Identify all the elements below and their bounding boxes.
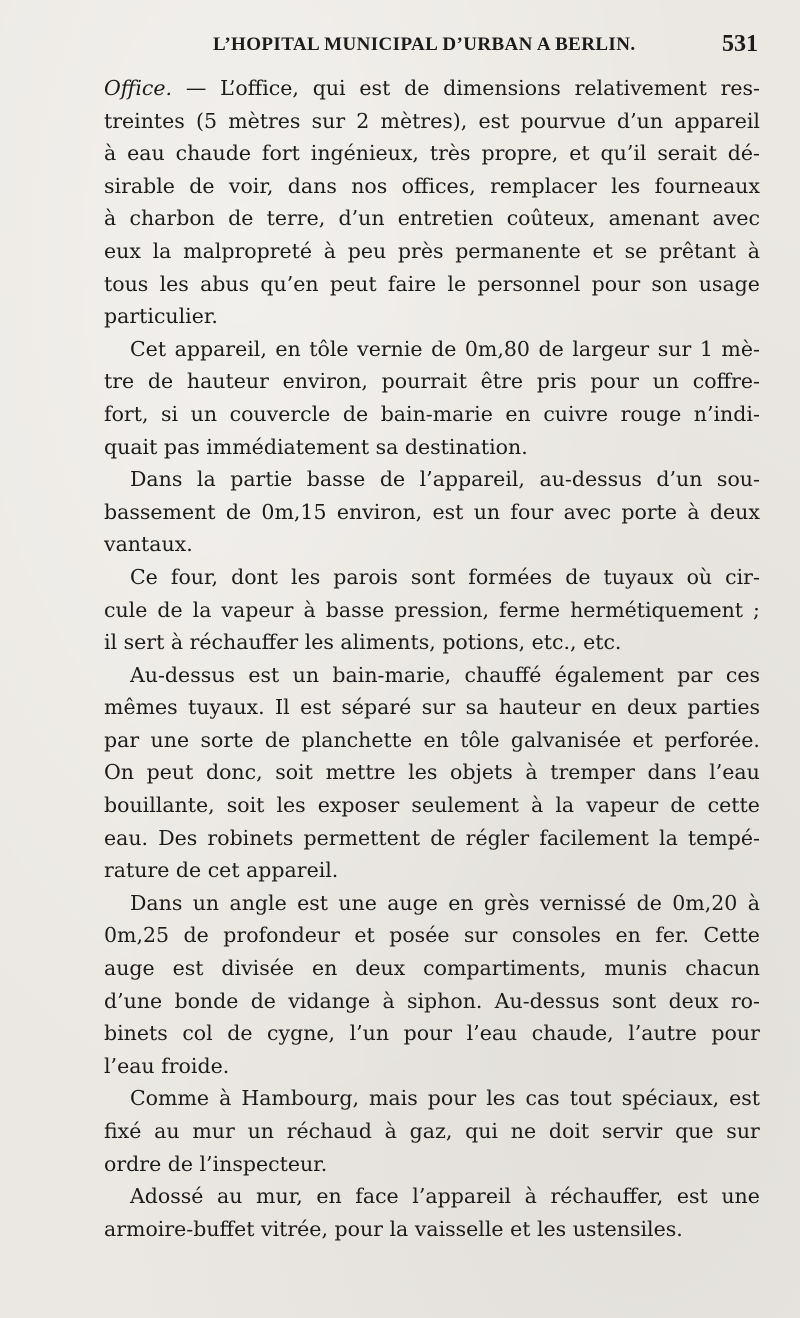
text-line: par une sorte de planchette en tôle galvanisée et perforée. xyxy=(104,727,760,752)
text-line: Office. — L’office, qui est de dimensions relativement res- xyxy=(104,76,760,100)
text-line: tre de hauteur environ, pourrait être pris pour un coffre- xyxy=(104,369,760,394)
text-line: l’eau froide. xyxy=(104,1053,230,1078)
page-header xyxy=(0,31,800,64)
text-line: sirable de voir, dans nos offices, remplacer les fourneaux xyxy=(104,173,760,198)
text-line: treintes (5 mètres sur 2 mètres), est pourvue d’un appareil xyxy=(104,108,760,133)
text-line: Comme à Hambourg, mais pour les cas tout spéciaux, est xyxy=(130,1086,760,1111)
paragraph xyxy=(104,333,760,463)
text-line: Dans la partie basse de l’appareil, au-dessus d’un sou- xyxy=(130,467,760,492)
text-line: vantaux. xyxy=(104,532,193,557)
text-line: ordre de l’inspecteur. xyxy=(104,1151,328,1176)
text-line: eux la malpropreté à peu près permanente et se prêtant à xyxy=(104,238,760,263)
text-line: bassement de 0m,15 environ, est un four avec porte à deux xyxy=(104,499,760,524)
paragraph xyxy=(104,1180,760,1245)
body-text xyxy=(104,72,760,1245)
text-line: à charbon de terre, d’un entretien coûteux, amenant avec xyxy=(104,206,760,231)
paragraph xyxy=(104,72,760,333)
text-line: fixé au mur un réchaud à gaz, qui ne doit servir que sur xyxy=(104,1119,760,1143)
text-line: binets col de cygne, l’un pour l’eau chaude, l’autre pour xyxy=(104,1021,760,1046)
paragraph xyxy=(104,463,760,561)
text-line: Adossé au mur, en face l’appareil à réchauffer, est une xyxy=(130,1184,760,1209)
text-line: mêmes tuyaux. Il est séparé sur sa hauteur en deux parties xyxy=(104,695,760,720)
text-line: fort, si un couvercle de bain-marie en cuivre rouge n’indi- xyxy=(104,401,760,426)
text-line: bouillante, soit les exposer seulement à la vapeur de cette xyxy=(104,793,760,818)
text-line: On peut donc, soit mettre les objets à tremper dans l’eau xyxy=(104,760,760,785)
text-line: quait pas immédiatement sa destination. xyxy=(104,434,528,459)
text-line: auge est divisée en deux compartiments, munis chacun xyxy=(104,956,760,981)
text-line: Cet appareil, en tôle vernie de 0m,80 de largeur sur 1 mè- xyxy=(130,336,760,361)
text-line: rature de cet appareil. xyxy=(104,858,339,883)
paragraph xyxy=(104,561,760,659)
text-line: Au-dessus est un bain-marie, chauffé également par ces xyxy=(130,662,760,687)
paragraph xyxy=(104,1082,760,1180)
running-title: L’HOPITAL MUNICIPAL D’URBAN A BERLIN. xyxy=(213,34,636,55)
text-line: Dans un angle est une auge en grès vernissé de 0m,20 à xyxy=(130,890,760,915)
text-line: il sert à réchauffer les aliments, potions, etc., etc. xyxy=(104,630,622,655)
text-line: à eau chaude fort ingénieux, très propre, et qu’il serait dé- xyxy=(104,141,760,166)
text-line: 0m,25 de profondeur et posée sur consoles en fer. Cette xyxy=(104,923,760,948)
text-line: tous les abus qu’en peut faire le personnel pour son usage xyxy=(104,271,760,296)
paragraph xyxy=(104,887,760,1083)
text-line: d’une bonde de vidange à siphon. Au-dessus sont deux ro- xyxy=(104,988,760,1013)
text-line: armoire-buffet vitrée, pour la vaisselle et les ustensiles. xyxy=(104,1216,683,1241)
page-number: 531 xyxy=(722,31,758,57)
text-line: particulier. xyxy=(104,304,218,329)
text-line: Ce four, dont les parois sont formées de tuyaux où cir- xyxy=(130,564,760,589)
text-line: cule de la vapeur à basse pression, ferme hermétiquement ; xyxy=(104,597,760,622)
paragraph xyxy=(104,659,760,887)
text-line: eau. Des robinets permettent de régler facilement la tempé- xyxy=(104,825,760,850)
